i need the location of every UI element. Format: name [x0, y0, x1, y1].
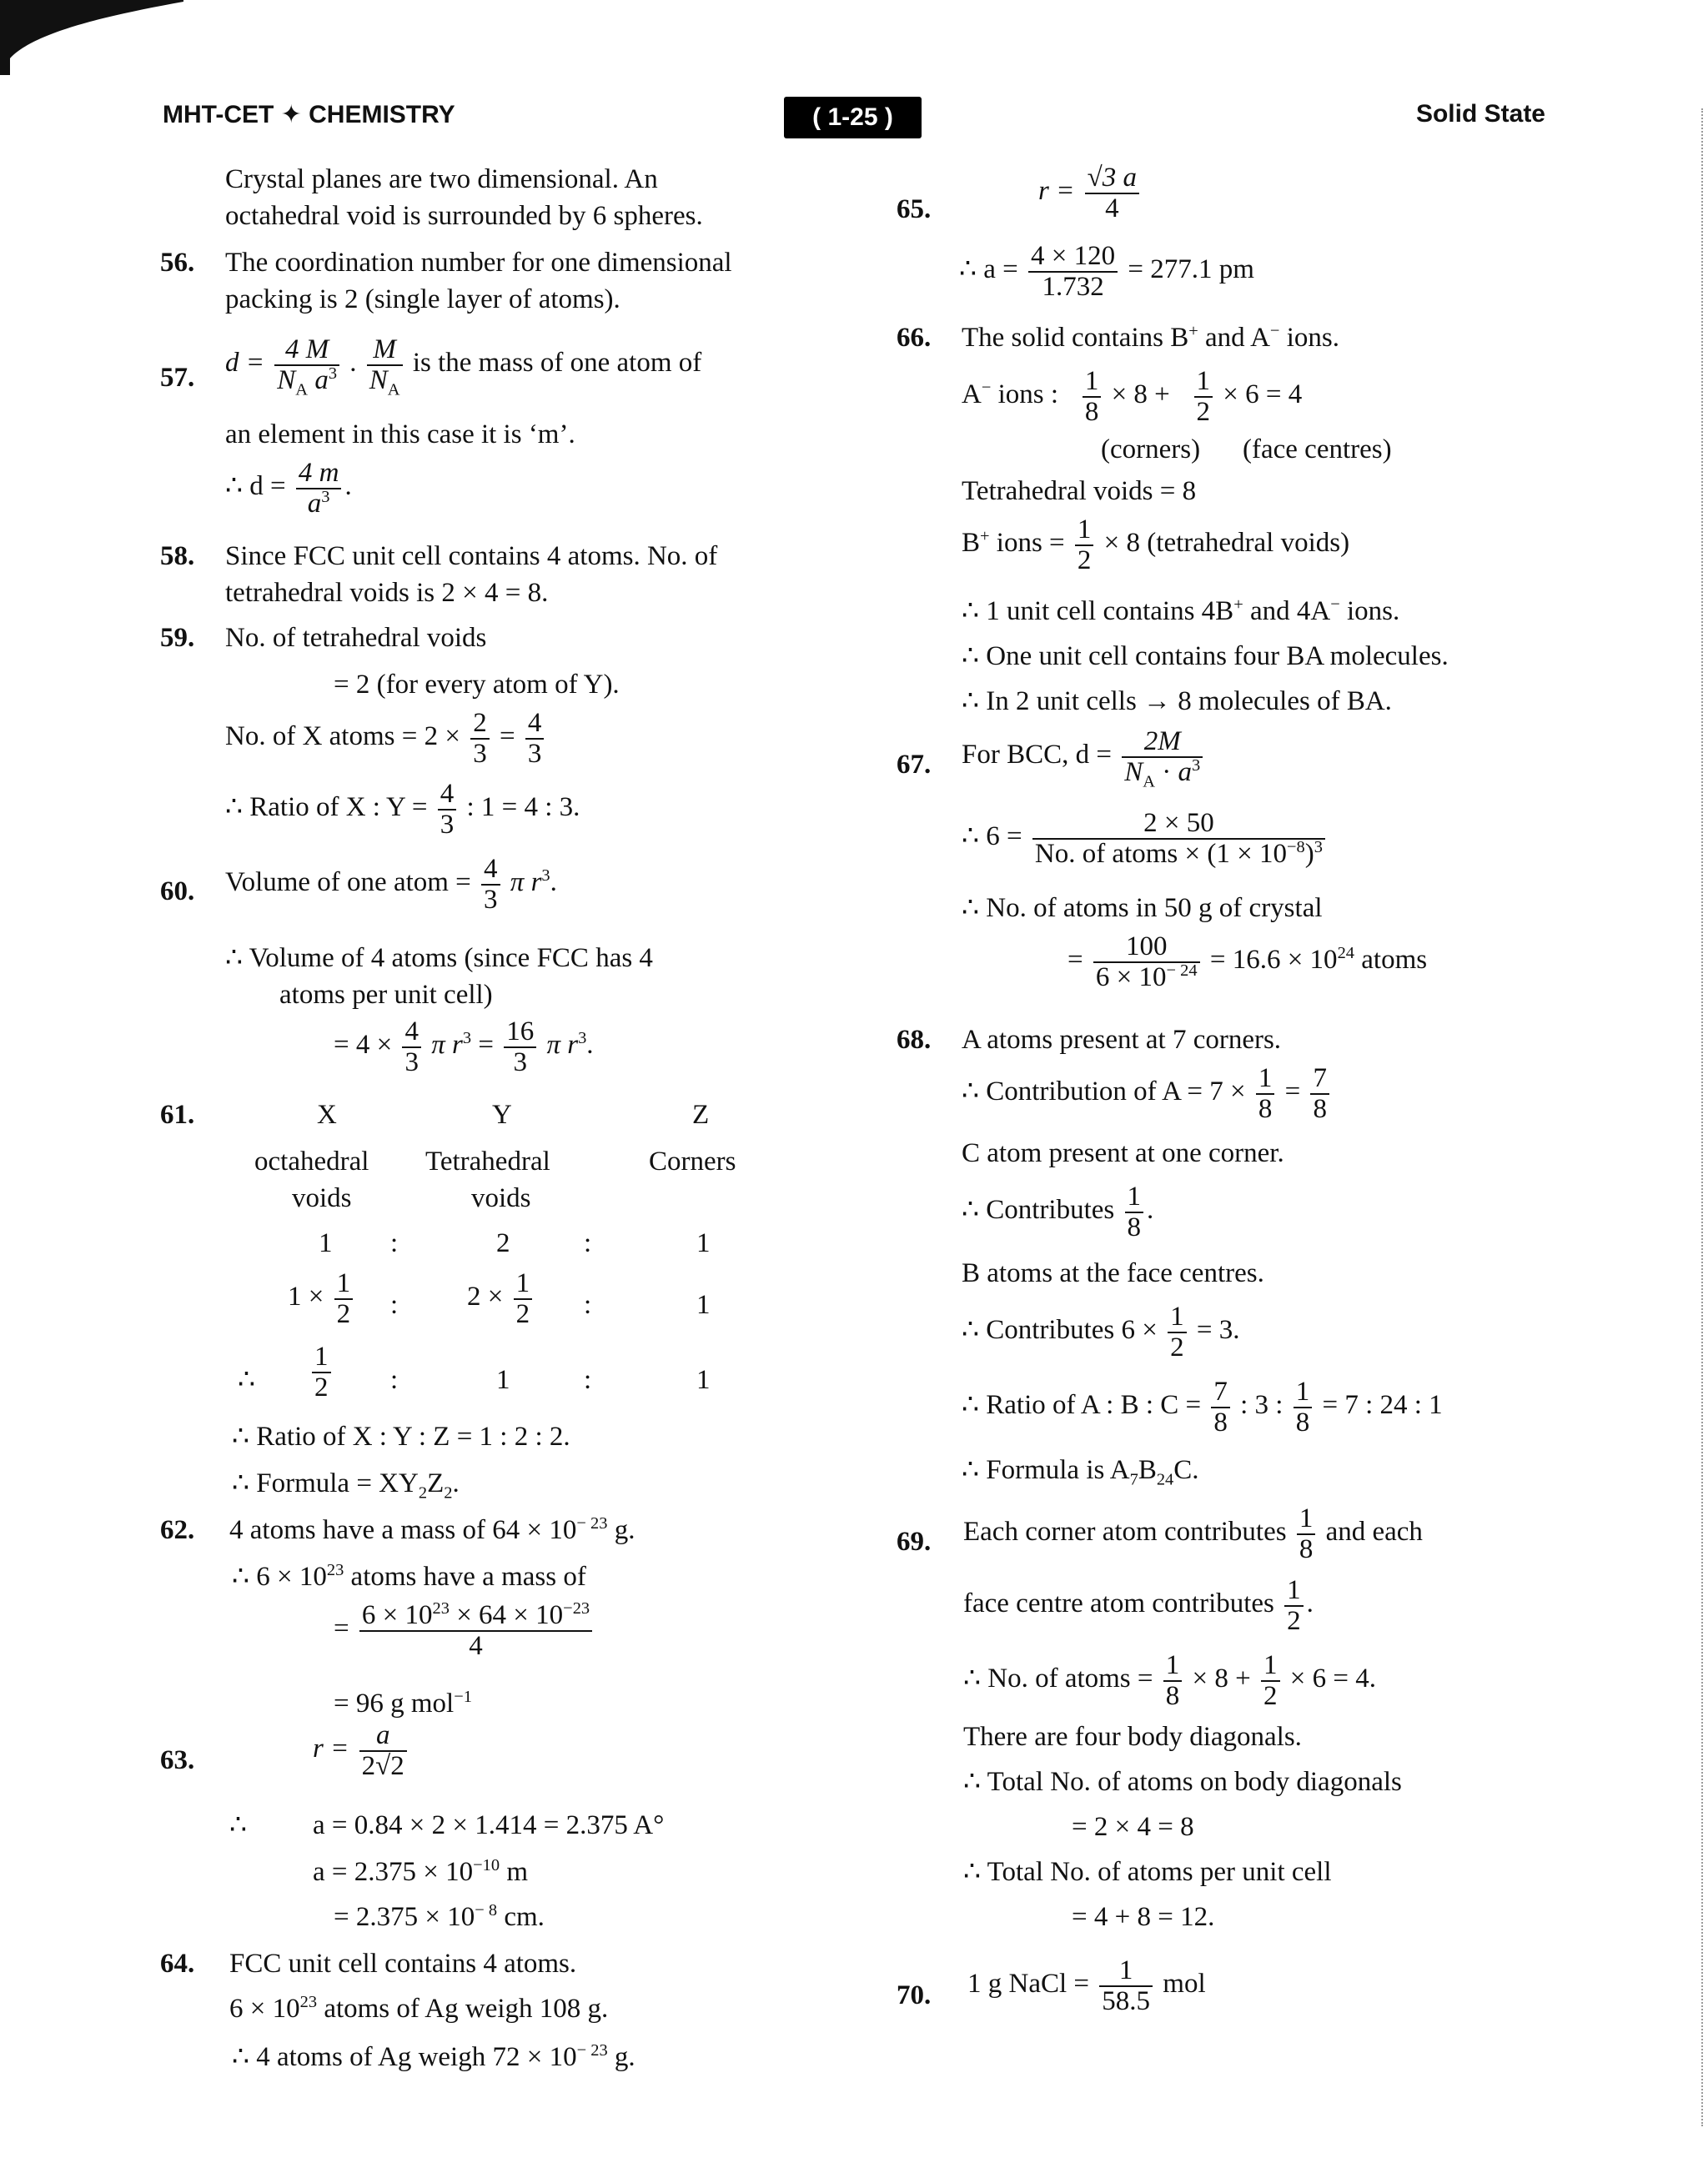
equation: r = $\frac{a}{2√2}$ — [313, 1721, 410, 1780]
text-line: octahedral — [254, 1147, 369, 1177]
equation: ∴ 6 = $\frac{2 \times 50}{No. of atoms \times (1 \times 10^{-8})^3}$ — [962, 809, 1329, 868]
equation: $a = 2.375 \times 10^{-10}$ m — [313, 1856, 529, 1887]
question-number: 60. — [160, 876, 195, 906]
equation: ∴ 1 unit cell contains 4B+ and 4A− ions. — [962, 595, 1400, 626]
text-line: ∴ Ratio of X : Y : Z = 1 : 2 : 2. — [232, 1422, 570, 1452]
cell: 1 — [319, 1228, 333, 1258]
cell: 1 — [696, 1290, 711, 1320]
text-line: an element in this case it is ‘m’. — [225, 419, 575, 449]
header-chapter: Solid State — [1415, 100, 1545, 128]
text-line: (face centres) — [1243, 434, 1392, 464]
text-line: ∴ In 2 unit cells → 8 molecules of BA. — [962, 686, 1392, 716]
text-line: voids — [471, 1183, 531, 1213]
text-line: ∴ Volume of 4 atoms (since FCC has 4 — [225, 943, 653, 973]
equation: = $\frac{6 \times 10^{23} \times 64 \times 10^{-23}}{4}$ — [334, 1601, 595, 1660]
text-line: atoms per unit cell) — [279, 980, 493, 1010]
text-line: FCC unit cell contains 4 atoms. — [229, 1949, 577, 1979]
question-number: 57. — [160, 363, 195, 393]
equation: d = $\frac{4 M}{N_A a^3}$ . $\frac{M}{N_A}$ is the mass of one atom of — [225, 334, 702, 399]
text-line: Since FCC unit cell contains 4 atoms. No. of — [225, 541, 718, 571]
question-number: 56. — [160, 248, 195, 278]
question-number: 63. — [160, 1745, 195, 1775]
equation: ∴ Ratio of A : B : C = $\frac{7}{8}$ : 3 : $\frac{1}{8}$ = 7 : 24 : 1 — [962, 1377, 1443, 1438]
equation: For BCC, d = $\frac{2M}{N_A \cdot a^3}$ — [962, 727, 1206, 786]
text-line: Tetrahedral — [425, 1147, 550, 1177]
text-line: No. of tetrahedral voids — [225, 623, 487, 653]
equation: = $\frac{100}{6 \times 10^{- 24}}$ = $16.6 \times 10^{24}$ atoms — [1068, 931, 1428, 992]
question-number: 65. — [897, 194, 932, 224]
text-line: tetrahedral voids is 2 × 4 = 8. — [225, 578, 549, 608]
equation: A− ions : $\frac{1}{8}$ × 8 + $\frac{1}{2}$ × 6 = 4 — [962, 366, 1303, 427]
equation: Volume of one atom = $\frac{4}{3}$ π $r^3$. — [225, 854, 557, 915]
cell: ∴ — [229, 1810, 247, 1840]
question-number: 59. — [160, 623, 195, 653]
question-number: 58. — [160, 541, 195, 571]
col-y: Y — [492, 1100, 512, 1130]
equation: r = $\frac{√3 a}{4}$ — [1038, 163, 1143, 223]
cell: : — [584, 1290, 592, 1320]
equation: 4 atoms have a mass of $64 \times 10^{- 23}$ g. — [229, 1514, 635, 1545]
equation: ∴ a = $\frac{4 \times 120}{1.732}$ = 277.1 pm — [959, 241, 1254, 302]
cell: : — [390, 1365, 399, 1395]
equation: $\frac{1}{2}$ — [309, 1342, 334, 1402]
cell: : — [390, 1290, 399, 1320]
cell: 1 — [696, 1365, 711, 1395]
cell: : — [390, 1228, 399, 1258]
equation: $6 \times 10^{23}$ atoms of Ag weigh 108 g. — [229, 1993, 609, 2024]
cell: : — [584, 1365, 592, 1395]
equation: face centre atom contributes $\frac{1}{2}$ . — [963, 1575, 1314, 1636]
equation: ∴ Ratio of X : Y = $\frac{4}{3}$ : 1 = 4 : 3. — [225, 779, 580, 840]
text-line: C atom present at one corner. — [962, 1138, 1284, 1168]
col-x: X — [317, 1100, 337, 1130]
text-line: packing is 2 (single layer of atoms). — [225, 284, 620, 314]
text-line: Corners — [649, 1147, 736, 1177]
header-page-number: ( 1-25 ) — [784, 97, 922, 138]
text-line: ∴ No. of atoms in 50 g of crystal — [962, 893, 1323, 923]
equation: ∴ $6 \times 10^{23}$ atoms have a mass of — [232, 1561, 586, 1592]
cell: 1 — [496, 1365, 510, 1395]
equation: Each corner atom contributes $\frac{1}{8}$ and each — [963, 1503, 1423, 1564]
equation: ∴ No. of atoms = $\frac{1}{8}$ × 8 + $\frac{1}{2}$ × 6 = 4. — [963, 1650, 1376, 1711]
question-number: 61. — [160, 1100, 195, 1130]
equation: 1 g NaCl = $\frac{1}{58.5}$ mol — [967, 1955, 1206, 2016]
text-line: octahedral void is surrounded by 6 spheres. — [225, 201, 703, 231]
text-line: = 4 + 8 = 12. — [1072, 1902, 1215, 1932]
question-number: 67. — [897, 750, 932, 780]
scan-edge — [1700, 108, 1703, 2126]
equation: ∴ d = $\frac{4 m}{a^3}$ . — [225, 458, 352, 519]
text-line: Tetrahedral voids = 8 — [962, 476, 1197, 506]
text-line: The coordination number for one dimensional — [225, 248, 732, 278]
cell: ∴ — [238, 1365, 255, 1395]
text-line: = 2 × 4 = 8 — [1072, 1812, 1194, 1842]
text-line: ∴ Total No. of atoms per unit cell — [963, 1857, 1332, 1887]
cell: 1 — [696, 1228, 711, 1258]
text-line: There are four body diagonals. — [963, 1722, 1302, 1752]
equation: ∴ 4 atoms of Ag weigh $72 \times 10^{- 23}$ g. — [232, 2041, 635, 2072]
question-number: 62. — [160, 1515, 195, 1545]
text-line: (corners) — [1101, 434, 1201, 464]
question-number: 66. — [897, 323, 932, 353]
equation: = 4 × $\frac{4}{3}$ π $r^3$ = $\frac{16}{3}$ π $r^3$. — [334, 1016, 594, 1077]
text-line: a = 0.84 × 2 × 1.414 = 2.375 A° — [313, 1810, 665, 1840]
equation: 1 × $\frac{1}{2}$ — [288, 1269, 356, 1328]
text-line: ∴ One unit cell contains four BA molecules. — [962, 641, 1449, 671]
text-line: voids — [292, 1183, 352, 1213]
text-line: = 2 (for every atom of Y). — [334, 670, 620, 700]
equation: ∴ Contribution of A = 7 × $\frac{1}{8}$ = $\frac{7}{8}$ — [962, 1064, 1333, 1123]
cell: : — [584, 1228, 592, 1258]
equation: ∴ Formula = $XY_2Z_2$. — [232, 1468, 460, 1503]
equation: The solid contains B+ and A− ions. — [962, 322, 1339, 353]
text-line: B atoms at the face centres. — [962, 1258, 1264, 1288]
equation: = 96 g mol$^{-1}$ — [334, 1688, 472, 1719]
fraction: $\frac{4 m}{a^3}$ — [296, 459, 342, 518]
fraction: $\frac{M}{N_A}$ — [367, 335, 403, 394]
equation: ∴ Contributes 6 × $\frac{1}{2}$ = 3. — [962, 1302, 1240, 1363]
equation: ∴ Contributes $\frac{1}{8}$ . — [962, 1182, 1154, 1242]
equation: B+ ions = $\frac{1}{2}$ × 8 (tetrahedral voids) — [962, 514, 1350, 575]
text-line: Crystal planes are two dimensional. An — [225, 164, 658, 194]
question-number: 64. — [160, 1949, 195, 1979]
question-number: 70. — [897, 1980, 932, 2010]
cell: 2 — [496, 1228, 510, 1258]
col-z: Z — [692, 1100, 710, 1130]
header-book-title: MHT-CET ✦ CHEMISTRY — [163, 101, 455, 128]
text-line: A atoms present at 7 corners. — [962, 1025, 1282, 1055]
fraction: $\frac{4 M}{N_A a^3}$ — [274, 335, 339, 394]
question-number: 69. — [897, 1527, 932, 1557]
equation: ∴ Formula is $A_7B_{24}C$. — [962, 1455, 1199, 1489]
equation: 2 × $\frac{1}{2}$ — [467, 1269, 535, 1328]
equation: No. of X atoms = 2 × $\frac{2}{3}$ = $\frac{4}{3}$ — [225, 709, 547, 768]
scan-corner-mark — [0, 0, 183, 75]
text-line: ∴ Total No. of atoms on body diagonals — [963, 1767, 1402, 1797]
question-number: 68. — [897, 1025, 932, 1055]
equation: = $2.375 \times 10^{- 8}$ cm. — [334, 1901, 545, 1932]
